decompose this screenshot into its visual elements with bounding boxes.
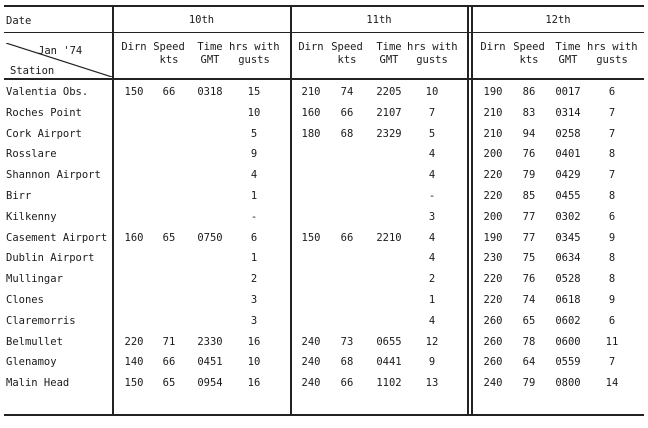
dirn-cell: 240	[301, 377, 321, 390]
station-name: Dublin Airport	[6, 252, 95, 265]
dirn-cell: 190	[483, 231, 503, 244]
hrs-cell: 8	[608, 273, 616, 286]
dirn-cell: 160	[301, 106, 321, 119]
hrs-cell: 7	[608, 106, 616, 119]
col-speed-unit-1: kts	[337, 54, 357, 66]
col-hrs-label-2: hrs with	[587, 41, 638, 53]
hrs-cell: 13	[425, 377, 439, 390]
hrs-cell: 3	[250, 294, 258, 306]
hrs-cell: 16	[247, 335, 261, 348]
time-cell: 0602	[555, 314, 581, 327]
header-rule	[4, 32, 644, 33]
time-cell: 0655	[376, 335, 402, 348]
header-bottom-rule	[4, 78, 644, 80]
col-hrs-label-0: hrs with	[229, 41, 280, 53]
hrs-cell: 3	[428, 210, 436, 223]
col-speed-label-1: Speed	[331, 41, 363, 53]
time-cell: 1102	[376, 377, 402, 390]
day11-col-rule-b	[471, 5, 473, 415]
col-time-unit-2: GMT	[558, 54, 578, 66]
col-speed-label-0: Speed	[153, 41, 185, 53]
hrs-cell: 4	[250, 169, 258, 182]
dirn-cell: 260	[483, 335, 503, 348]
dirn-cell: 220	[483, 273, 503, 286]
col-dirn-label-1: Dirn	[298, 41, 324, 53]
dirn-cell: 260	[483, 314, 503, 327]
dirn-cell: 230	[483, 252, 503, 265]
time-cell: 0600	[555, 335, 581, 348]
speed-cell: 66	[162, 86, 176, 98]
station-name: Belmullet	[6, 335, 63, 348]
hrs-cell: 4	[428, 169, 436, 182]
hrs-cell: 12	[425, 335, 439, 348]
time-cell: 0345	[555, 231, 581, 244]
speed-cell: 79	[522, 377, 536, 390]
hrs-cell: 16	[247, 377, 261, 390]
station-name: Kilkenny	[6, 210, 57, 223]
day-header-10: 10th	[188, 14, 215, 26]
speed-cell: 73	[340, 335, 354, 348]
hrs-cell: 10	[247, 106, 261, 119]
speed-cell: 65	[162, 377, 176, 390]
hrs-cell: 15	[247, 86, 261, 98]
time-cell: 0429	[555, 169, 581, 182]
col-dirn-label-0: Dirn	[121, 41, 147, 53]
hrs-cell: 6	[608, 210, 616, 223]
dirn-cell: 190	[483, 86, 503, 98]
hrs-cell: 7	[608, 169, 616, 182]
time-cell: 2210	[376, 231, 402, 244]
time-cell: 0750	[197, 231, 223, 244]
col-speed-unit-0: kts	[159, 54, 179, 66]
time-cell: 0528	[555, 273, 581, 286]
hrs-cell: 11	[605, 335, 619, 348]
col-time-label-2: Time	[555, 41, 581, 53]
time-cell: 0441	[376, 356, 402, 369]
speed-cell: 68	[340, 356, 354, 369]
dirn-cell: 240	[301, 356, 321, 369]
col-time-unit-1: GMT	[379, 54, 399, 66]
col-time-label-0: Time	[197, 41, 223, 53]
hrs-cell: 1	[428, 294, 436, 306]
time-cell: 0314	[555, 106, 581, 119]
speed-cell: 66	[340, 106, 354, 119]
hrs-cell: 9	[250, 148, 258, 161]
hrs-cell: 6	[250, 231, 258, 244]
time-cell: 0800	[555, 377, 581, 390]
day11-col-rule-a	[467, 5, 469, 415]
dirn-cell: 210	[483, 106, 503, 119]
dirn-cell: 220	[483, 190, 503, 202]
hrs-cell: 5	[428, 127, 436, 140]
speed-cell: 86	[522, 86, 536, 98]
time-cell: 0401	[555, 148, 581, 161]
station-name: Birr	[6, 190, 32, 202]
dirn-cell: 210	[483, 127, 503, 140]
speed-cell: 85	[522, 190, 536, 202]
time-cell: 0017	[555, 86, 581, 98]
dirn-cell: 160	[124, 231, 144, 244]
speed-cell: 94	[522, 127, 536, 140]
station-name: Claremorris	[6, 314, 76, 327]
dirn-cell: 240	[483, 377, 503, 390]
hrs-cell: 2	[250, 273, 258, 286]
speed-cell: 65	[162, 231, 176, 244]
dirn-cell: 220	[483, 169, 503, 182]
hrs-cell: 9	[428, 356, 436, 369]
speed-cell: 83	[522, 106, 536, 119]
dirn-cell: 260	[483, 356, 503, 369]
hrs-cell: 5	[250, 127, 258, 140]
speed-cell: 77	[522, 231, 536, 244]
station-name: Roches Point	[6, 106, 82, 119]
time-cell: 0455	[555, 190, 581, 202]
dirn-cell: 200	[483, 148, 503, 161]
time-cell: 2329	[376, 127, 402, 140]
hrs-cell: 4	[428, 314, 436, 327]
time-cell: 2330	[197, 335, 223, 348]
col-hrs-label-1: hrs with	[407, 41, 458, 53]
hrs-cell: 9	[608, 294, 616, 306]
time-cell: 2107	[376, 106, 402, 119]
station-name: Cork Airport	[6, 127, 82, 140]
time-cell: 0302	[555, 210, 581, 223]
col-speed-label-2: Speed	[513, 41, 545, 53]
hrs-cell: 8	[608, 190, 616, 202]
dirn-cell: 150	[124, 86, 144, 98]
hrs-cell: 14	[605, 377, 619, 390]
speed-cell: 66	[162, 356, 176, 369]
col-time-unit-0: GMT	[200, 54, 220, 66]
time-cell: 2205	[376, 86, 402, 98]
day-header-11: 11th	[366, 14, 392, 26]
col-dirn-label-2: Dirn	[480, 41, 506, 53]
speed-cell: 74	[522, 294, 536, 306]
station-name: Mullingar	[6, 273, 63, 286]
jan-label: Jan '74	[38, 45, 83, 57]
dirn-cell: 180	[301, 127, 321, 140]
hrs-cell: 6	[608, 86, 616, 98]
station-name: Rosslare	[6, 148, 57, 161]
hrs-cell: -	[250, 210, 258, 223]
speed-cell: 78	[522, 335, 536, 348]
day-header-12: 12th	[545, 14, 571, 26]
dirn-cell: 150	[124, 377, 144, 390]
dirn-cell: 210	[301, 86, 321, 98]
col-hrs-unit-2: gusts	[596, 54, 628, 66]
speed-cell: 66	[340, 377, 354, 390]
time-cell: 0559	[555, 356, 581, 369]
speed-cell: 71	[162, 335, 176, 348]
hrs-cell: 3	[250, 314, 258, 327]
col-hrs-unit-0: gusts	[238, 54, 270, 66]
hrs-cell: 1	[250, 252, 258, 265]
hrs-cell: -	[428, 190, 436, 202]
time-cell: 0954	[197, 377, 223, 390]
hrs-cell: 6	[608, 314, 616, 327]
col-time-label-1: Time	[376, 41, 402, 53]
station-name: Malin Head	[6, 377, 70, 390]
bottom-rule	[4, 414, 644, 416]
time-cell: 0318	[197, 86, 223, 98]
col-hrs-unit-1: gusts	[416, 54, 448, 66]
hrs-cell: 4	[428, 231, 436, 244]
dirn-cell: 140	[124, 356, 144, 369]
time-cell: 0258	[555, 127, 581, 140]
station-name: Glenamoy	[6, 356, 57, 369]
station-name: Shannon Airport	[6, 169, 101, 182]
hrs-cell: 4	[428, 148, 436, 161]
station-name: Valentia Obs.	[6, 86, 89, 98]
speed-cell: 65	[522, 314, 536, 327]
dirn-cell: 200	[483, 210, 503, 223]
speed-cell: 66	[340, 231, 354, 244]
hrs-cell: 7	[428, 106, 436, 119]
station-name: Casement Airport	[6, 231, 108, 244]
hrs-cell: 9	[608, 231, 616, 244]
hrs-cell: 2	[428, 273, 436, 286]
hrs-cell: 10	[425, 86, 439, 98]
station-label: Station	[10, 65, 55, 77]
hrs-cell: 10	[247, 356, 261, 369]
hrs-cell: 7	[608, 356, 616, 369]
dirn-cell: 240	[301, 335, 321, 348]
speed-cell: 76	[522, 148, 536, 161]
speed-cell: 79	[522, 169, 536, 182]
hrs-cell: 8	[608, 252, 616, 265]
date-label: Date	[6, 15, 32, 27]
time-cell: 0451	[197, 356, 223, 369]
top-rule	[4, 5, 644, 7]
station-name: Clones	[6, 294, 44, 306]
speed-cell: 68	[340, 127, 354, 140]
hrs-cell: 8	[608, 148, 616, 161]
hrs-cell: 7	[608, 127, 616, 140]
speed-cell: 75	[522, 252, 536, 265]
dirn-cell: 220	[483, 294, 503, 306]
hrs-cell: 1	[250, 190, 258, 202]
speed-cell: 64	[522, 356, 536, 369]
hrs-cell: 4	[428, 252, 436, 265]
dirn-cell: 150	[301, 231, 321, 244]
station-col-rule	[112, 5, 114, 415]
time-cell: 0634	[555, 252, 581, 265]
speed-cell: 77	[522, 210, 536, 223]
col-speed-unit-2: kts	[519, 54, 539, 66]
speed-cell: 76	[522, 273, 536, 286]
speed-cell: 74	[340, 86, 354, 98]
dirn-cell: 220	[124, 335, 144, 348]
day10-col-rule	[290, 5, 292, 415]
time-cell: 0618	[555, 294, 581, 306]
